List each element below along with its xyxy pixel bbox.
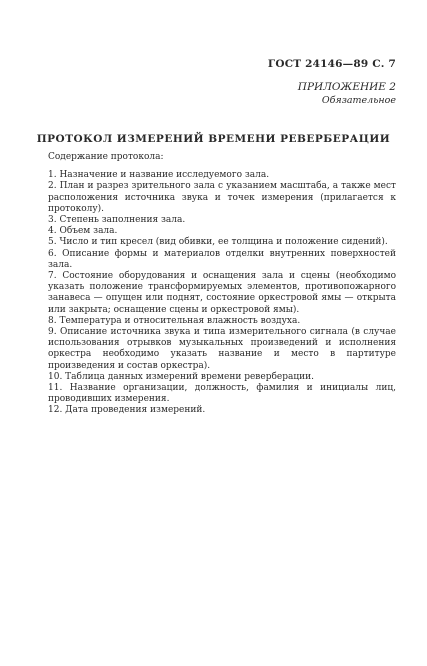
list-item: 2. План и разрез зрительного зала с указанием масштаба, а также мест расположения источника звука и точек измерения (прилагается к протоколу). [48, 181, 396, 214]
standard-header: ГОСТ 24146—89 С. 7 [267, 58, 396, 70]
list-item: 8. Температура и относительная влажность воздуха. [48, 315, 301, 326]
protocol-items-list [48, 170, 396, 416]
list-item: 10. Таблица данных измерений времени реверберации. [48, 371, 314, 382]
list-item: 6. Описание формы и материалов отделки внутренних поверхностей зала. [48, 248, 396, 270]
appendix-status: Обязательное [321, 95, 396, 106]
protocol-intro: Содержание протокола: [48, 152, 164, 162]
list-item: 4. Объем зала. [48, 226, 118, 237]
appendix-block [298, 80, 396, 108]
list-item: 11. Название организации, должность, фамилия и инициалы лиц, проводивших измерения. [48, 383, 396, 405]
appendix-title: ПРИЛОЖЕНИЕ 2 [297, 81, 396, 93]
document-body [48, 152, 396, 417]
list-item: 5. Число и тип кресел (вид обивки, ее толщина и положение сидений). [48, 237, 388, 248]
list-item: 3. Степень заполнения зала. [48, 215, 186, 226]
list-item: 1. Назначение и название исследуемого зала. [48, 170, 270, 181]
document-title: ПРОТОКОЛ ИЗМЕРЕНИЙ ВРЕМЕНИ РЕВЕРБЕРАЦИИ [36, 133, 391, 145]
list-item: 7. Состояние оборудования и оснащения зала и сцены (необходимо указать положение трансформируемых элементов, противопожарного занавеса — опущен или поднят, состояние оркестровой ямы — открыта или закрыта; оснащение сцены и оркестровой ямы). [48, 271, 396, 315]
list-item: 9. Описание источника звука и типа измерительного сигнала (в случае использования отрывков музыкальных произведений и исполнения оркестра необходимо указать название и место в партитуре произведения и состав оркестра). [48, 327, 396, 371]
list-item: 12. Дата проведения измерений. [48, 405, 206, 416]
